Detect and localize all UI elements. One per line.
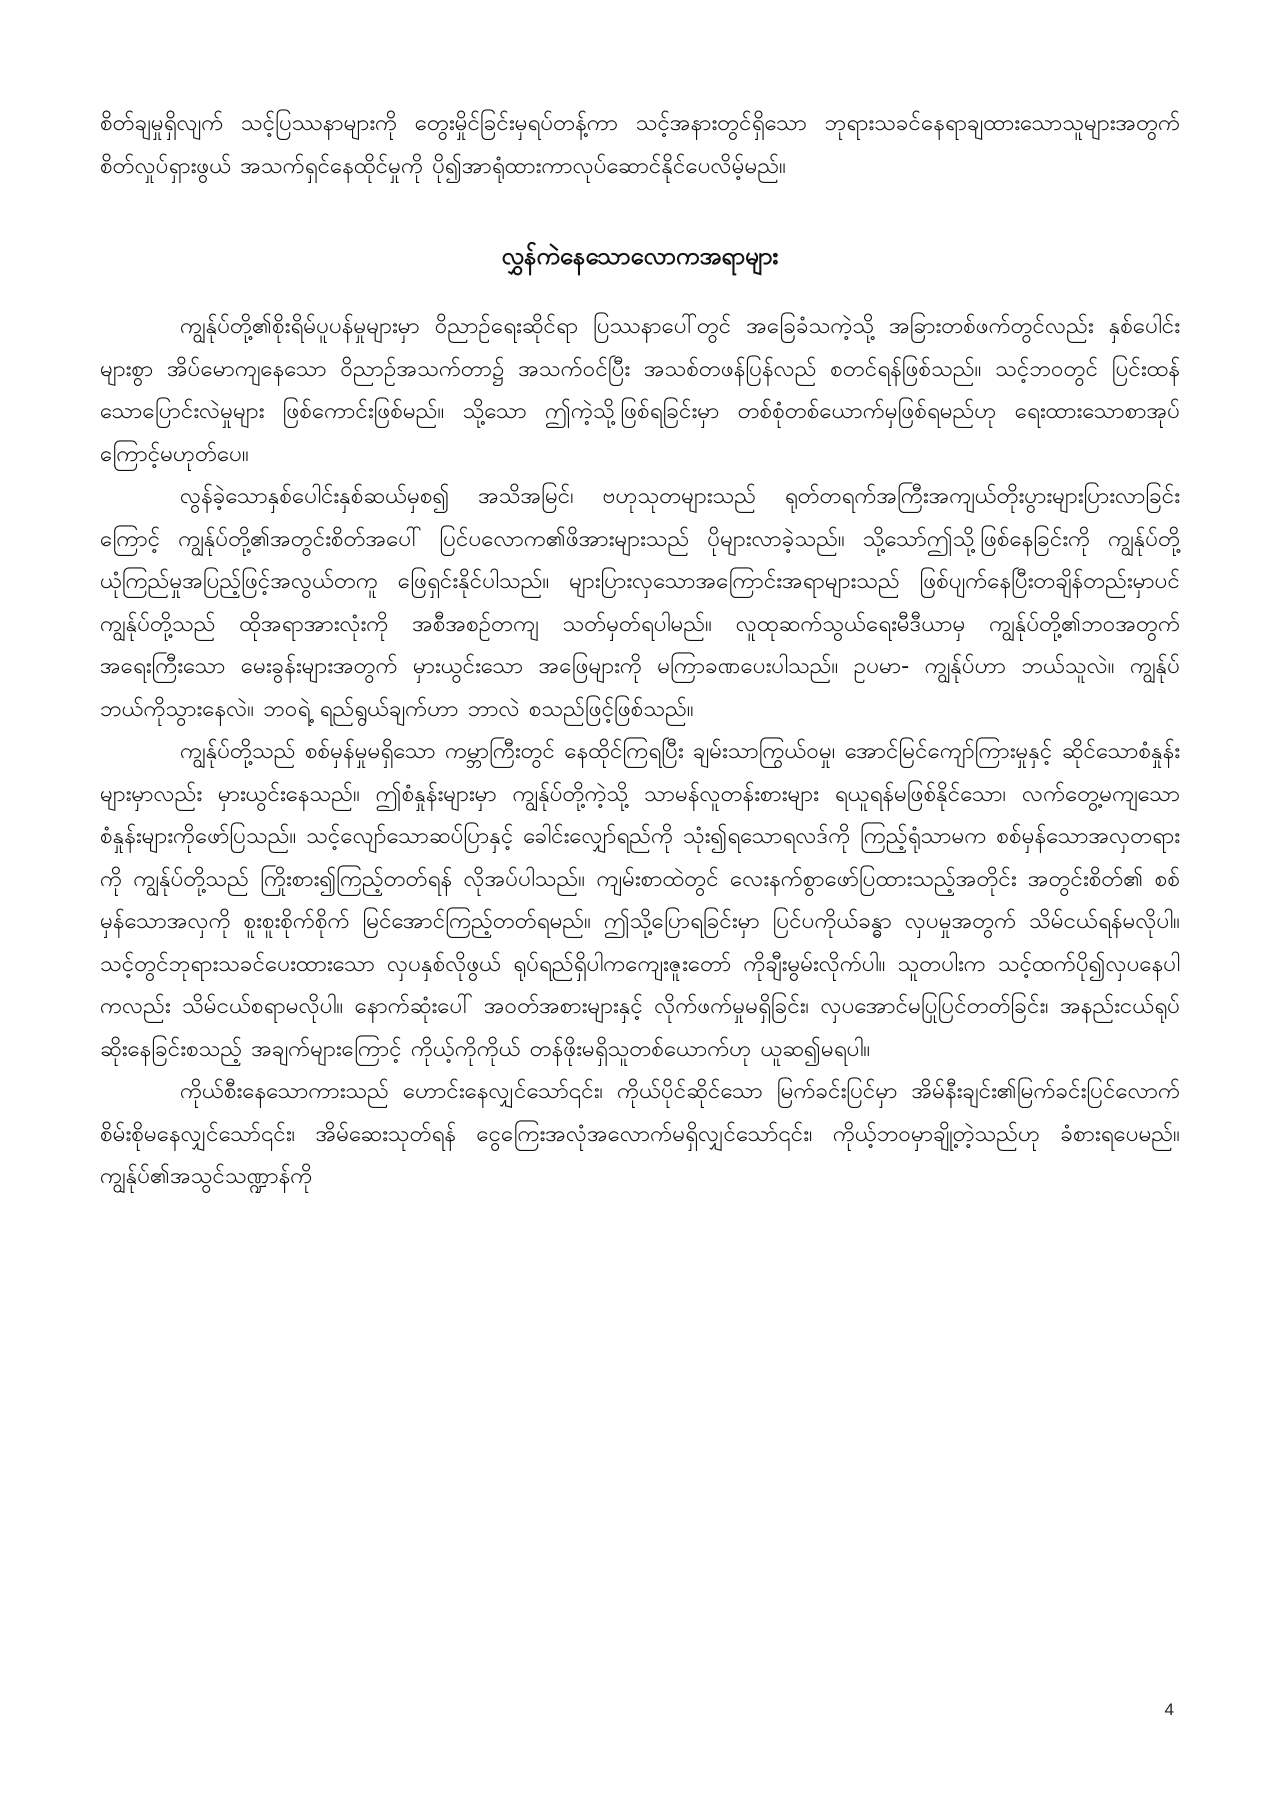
page-number: 4 <box>1164 1700 1174 1719</box>
body-paragraph: လွန်ခဲ့သောနှစ်ပေါင်းနှစ်ဆယ်မှစ၍ အသိအမြင်၊ ဗဟုသုတများသည် ရုတ်တရက်အကြီးအကျယ်တိုးပွားများပြားလာခြင်းကြောင့် ကျွန်ုပ်တို့၏အတွင်းစိတ်အပေါ် ပြင်ပလောက၏ဖိအားများသည် ပိုများလာခဲ့သည်။ သို့သော်ဤသို့ဖြစ်နေခြင်းကို ကျွန်ုပ်တို့ယုံကြည်မှုအပြည့်ဖြင့်အလွယ်တကူ ဖြေရှင်းနိုင်ပါသည်။ များပြားလှသောအကြောင်းအရာများသည် ဖြစ်ပျက်နေပြီးတချိန်တည်းမှာပင် ကျွန်ုပ်တို့သည် ထိုအရာအားလုံးကို အစီအစဉ်တကျ သတ်မှတ်ရပါမည်။ လူထုဆက်သွယ်ရေးမီဒီယာမှ ကျွန်ုပ်တို့၏ဘဝအတွက် အရေးကြီးသော မေးခွန်းများအတွက် မှားယွင်းသော အဖြေများကို မကြာခဏပေးပါသည်။ ဥပမာ- ကျွန်ုပ်ဟာ ဘယ်သူလဲ။ ကျွန်ုပ်ဘယ်ကိုသွားနေလဲ။ ဘဝရဲ့ ရည်ရွယ်ချက်ဟာ ဘာလဲ စသည်ဖြင့်ဖြစ်သည်။ <box>100 483 1180 722</box>
document-page <box>100 102 1180 1198</box>
section-heading: လွှန်ကဲနေသောလောကအရာများ <box>501 242 779 270</box>
body-paragraph: ကျွန်ုပ်တို့၏စိုးရိမ်ပူပန်မှုများမှာ ဝိညာဉ်ရေးဆိုင်ရာ ပြဿနာပေါ်တွင် အခြေခံသကဲ့သို့ အခြားတစ်ဖက်တွင်လည်း နှစ်ပေါင်းများစွာ အိပ်မောကျနေသော ဝိညာဉ်အသက်တာ၌ အသက်ဝင်ပြီး အသစ်တဖန်ပြန်လည် စတင်ရန်ဖြစ်သည်။ သင့်ဘဝတွင် ပြင်းထန်သောပြောင်းလဲမှုများ ဖြစ်ကောင်းဖြစ်မည်။ သို့သော ဤကဲ့သို့ဖြစ်ရခြင်းမှာ တစ်စုံတစ်ယောက်မှဖြစ်ရမည်ဟု ရေးထားသောစာအုပ်ကြောင့်မဟုတ်ပေ။ <box>100 313 1180 467</box>
intro-paragraph: စိတ်ချမှုရှိလျက် သင့်ပြဿနာများကို တွေးမှိုင်ခြင်းမှရပ်တန့်ကာ သင့်အနားတွင်ရှိသော ဘုရားသခင်နေရာချထားသောသူများအတွက် စိတ်လှုပ်ရှားဖွယ် အသက်ရှင်နေထိုင်မှုကို ပို၍အာရုံထားကာလုပ်ဆောင်နိုင်ပေလိမ့်မည်။ <box>100 110 1180 179</box>
body-paragraph: ကျွန်ုပ်တို့သည် စစ်မှန်မှုမရှိသော ကမ္ဘာကြီးတွင် နေထိုင်ကြရပြီး ချမ်းသာကြွယ်ဝမှု၊ အောင်မြင်ကျော်ကြားမှုနှင့် ဆိုင်သောစံနှုန်းများမှာလည်း မှားယွင်းနေသည်။ ဤစံနှုန်းများမှာ ကျွန်ုပ်တို့ကဲ့သို့ သာမန်လူတန်းစားများ ရယူရန်မဖြစ်နိုင်သော၊ လက်တွေ့မကျသော စံနှုန်းများကိုဖော်ပြသည်။ သင့်လျော်သောဆပ်ပြာနှင့် ခေါင်းလျှော်ရည်ကို သုံး၍ရသောရလဒ်ကို ကြည့်ရုံသာမက စစ်မှန်သောအလှတရားကို ကျွန်ုပ်တို့သည် ကြိုးစား၍ကြည့်တတ်ရန် လိုအပ်ပါသည်။ ကျမ်းစာထဲတွင် လေးနက်စွာဖော်ပြထားသည့်အတိုင်း အတွင်းစိတ်၏ စစ်မှန်သောအလှကို စူးစူးစိုက်စိုက် မြင်အောင်ကြည့်တတ်ရမည်။ ဤသို့ပြောရခြင်းမှာ ပြင်ပကိုယ်ခန္ဓာ လှပမှုအတွက် သိမ်ငယ်ရန်မလိုပါ။ သင့်တွင်ဘုရားသခင်ပေးထားသော လှပနှစ်လိုဖွယ် ရုပ်ရည်ရှိပါကကျေးဇူးတော် ကိုချီးမွမ်းလိုက်ပါ။ သူတပါးက သင့်ထက်ပို၍လှပနေပါကလည်း သိမ်ငယ်စရာမလိုပါ။ နောက်ဆုံးပေါ် အဝတ်အစားများနှင့် လိုက်ဖက်မှုမရှိခြင်း၊ လှပအောင်မပြုပြင်တတ်ခြင်း၊ အနည်းငယ်ရုပ်ဆိုးနေခြင်းစသည့် အချက်များကြောင့် ကိုယ့်ကိုကိုယ် တန်ဖိုးမရှိသူတစ်ယောက်ဟု ယူဆ၍မရပါ။ <box>100 738 1180 1062</box>
body-paragraph: ကိုယ်စီးနေသောကားသည် ဟောင်းနေလျှင်သော်၎င်း၊ ကိုယ်ပိုင်ဆိုင်သော မြက်ခင်းပြင်မှာ အိမ်နီးချင်း၏မြက်ခင်းပြင်လောက် စိမ်းစိုမနေလျှင်သော်၎င်း၊ အိမ်ဆေးသုတ်ရန် ငွေကြေးအလုံအလောက်မရှိလျှင်သော်၎င်း၊ ကိုယ့်ဘဝမှာချို့တဲ့သည်ဟု ခံစားရပေမည်။ ကျွန်ုပ်၏အသွင်သဏ္ဍာန်ကို <box>100 1078 1180 1189</box>
